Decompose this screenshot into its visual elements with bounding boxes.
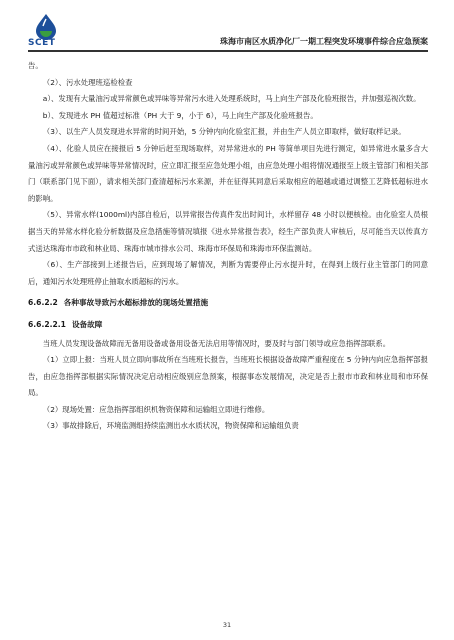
- paragraph: （2）现场处置：应急指挥部组织机物资保障和运输组立即进行维修。: [42, 404, 270, 414]
- subsection-heading: [28, 317, 428, 334]
- paragraph: 告。: [28, 61, 43, 70]
- paragraph: （4）、化验人员应在接报后 5 分钟后赶至现场取样，对异常进水的 PH 等简单项目先进行测定，如异常进水量多含大量油污或异常颜色或异味等异常情况时，应立即汇报至应急处理小组，由应急处理小组将情况通报至上级主管部门和相关部门（联系部门见下面），请求相关部门查清超标污水来源，并在征得其同意后采取相应的超越或通过调整工艺降低超标进水的影响。: [28, 143, 428, 203]
- paragraph: b）、发现进水 PH 值超过标准（PH 大于 9，小于 6），马上向生产部及化验班报告。: [42, 110, 318, 120]
- document-header-title: 珠海市南区水质净化厂一期工程突发环境事件综合应急预案: [220, 37, 428, 46]
- header-divider: [28, 50, 428, 52]
- paragraph: （3）、以生产人员发现进水异常的时间开始，5 分钟内向化验室汇报，并由生产人员立即取样，做好取样记录。: [42, 127, 406, 137]
- subsection-number: 6.6.2.2.1: [28, 319, 66, 329]
- paragraph: 当班人员发现设备故障而无备用设备或备用设备无法启用等情况时，要及时与部门领导或应急指挥部联系。: [42, 338, 391, 348]
- section-heading: [28, 295, 428, 312]
- section-number: 6.6.2.2: [28, 298, 58, 308]
- section-title: 各种事故导致污水超标排放的现场处置措施: [63, 298, 209, 308]
- page-header: [28, 8, 428, 48]
- paragraph: （6）、生产部接到上述报告后，应到现场了解情况，判断为需要停止污水提升时，在得到上级行业主管部门的同意后，通知污水处理班停止抽取水质超标的污水。: [28, 260, 428, 286]
- paragraph: （3）事故排除后，环境监测组持续监测出水水质状况，物资保障和运输组负责: [42, 421, 299, 431]
- paragraph: （1）立即上报：当班人员立即向事故所在当班班长报告，当班班长根据设备故障严重程度在 5 分钟内向应急指挥部报告，由应急指挥部根据实际情况决定启动相应级别应急预案，根据事态发展情况，决定是否上报市市政和林业局和市环保局。: [28, 355, 428, 398]
- paragraph: （5）、异常水样(1000ml)内部自检后，以异常报告传真件发出时间计，水样留存 48 小时以便核检。由化验室人员根据当天的异常水样化验分析数据及应急措施等情况填报《进水异常报告表》，经生产部负责人审核后，尽可能当天以传真方式送达珠海市市政和林业局、珠海市城市排水公司、珠海市环保局和珠海市环保监测站。: [28, 210, 428, 253]
- paragraph: a）、发现有大量油污或异常颜色或异味等异常污水进入处理系统时，马上向生产部及化验班报告，并加强巡视次数。: [42, 94, 421, 104]
- paragraph: （2）、污水处理班巡检检查: [42, 77, 133, 87]
- page-number: 31: [222, 621, 232, 629]
- logo-text: SCET: [28, 38, 56, 48]
- subsection-title: 设备故障: [71, 319, 103, 329]
- document-body: [28, 58, 428, 435]
